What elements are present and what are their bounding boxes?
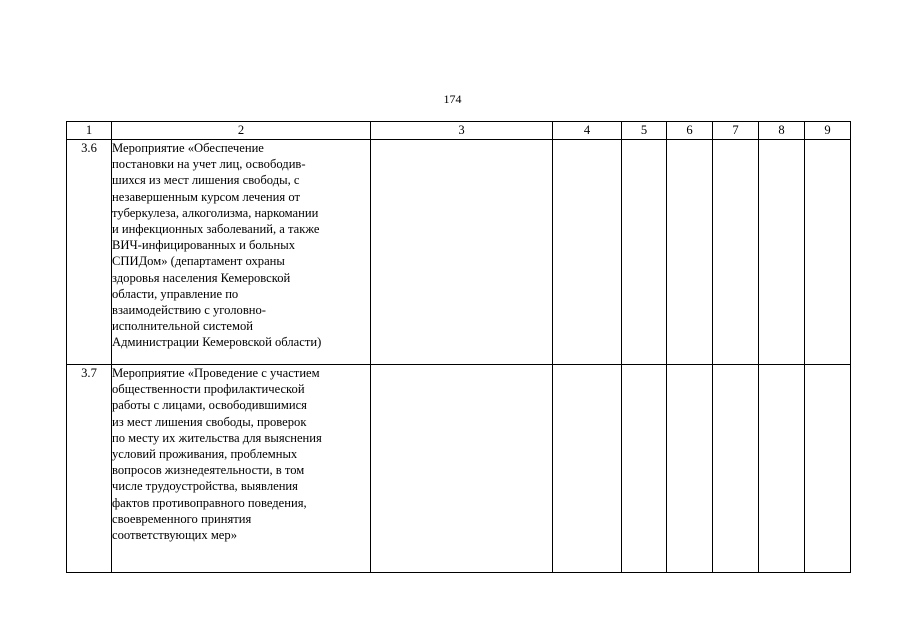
description-line: по месту их жительства для выяснения — [112, 430, 322, 445]
description-line: своевременного принятия — [112, 511, 252, 526]
empty-cell-col-6 — [667, 140, 713, 365]
empty-cell-col-7 — [713, 140, 759, 365]
column-header-1: 1 — [67, 122, 112, 140]
description-line: незавершенным курсом лечения от — [112, 189, 300, 204]
empty-cell-col-5 — [622, 365, 667, 573]
column-header-8: 8 — [759, 122, 805, 140]
description-line: числе трудоустройства, выявления — [112, 479, 298, 494]
description-line: Администрации Кемеровской области) — [112, 335, 322, 350]
empty-cell-col-3 — [371, 140, 553, 365]
empty-cell-col-7 — [713, 365, 759, 573]
empty-cell-col-3 — [371, 365, 553, 573]
description-line: условий проживания, проблемных — [112, 447, 298, 462]
column-header-6: 6 — [667, 122, 713, 140]
empty-cell-col-4 — [553, 365, 622, 573]
description-line: соответствующих мер» — [112, 528, 237, 543]
row-number: 3.6 — [67, 140, 112, 365]
empty-cell-col-5 — [622, 140, 667, 365]
description-line: и инфекционных заболеваний, а также — [112, 222, 320, 237]
column-header-4: 4 — [553, 122, 622, 140]
empty-cell-col-8 — [759, 140, 805, 365]
empty-cell-col-9 — [805, 140, 851, 365]
description-line: Мероприятие «Проведение с участием — [112, 366, 320, 380]
header-row — [67, 122, 851, 140]
description-line: из мест лишения свободы, проверок — [112, 414, 307, 429]
measure-description — [112, 365, 371, 573]
description-line: Мероприятие «Обеспечение — [112, 141, 264, 155]
page-number: 174 — [443, 92, 462, 106]
description-line: шихся из мест лишения свободы, с — [112, 173, 300, 188]
description-line: вопросов жизнедеятельности, в том — [112, 463, 305, 478]
column-header-2: 2 — [112, 122, 371, 140]
measures-table — [66, 121, 851, 573]
column-header-7: 7 — [713, 122, 759, 140]
description-line: исполнительной системой — [112, 319, 254, 334]
description-line: взаимодействию с уголовно- — [112, 303, 267, 318]
description-line: здоровья населения Кемеровской — [112, 270, 291, 285]
table-row — [67, 365, 851, 573]
measure-description — [112, 140, 371, 365]
column-header-3: 3 — [371, 122, 553, 140]
description-line: туберкулеза, алкоголизма, наркомании — [112, 205, 319, 220]
description-line: фактов противоправного поведения, — [112, 495, 307, 510]
column-header-5: 5 — [622, 122, 667, 140]
empty-cell-col-9 — [805, 365, 851, 573]
description-line: общественности профилактической — [112, 382, 305, 397]
row-number: 3.7 — [67, 365, 112, 573]
description-line: СПИДом» (департамент охраны — [112, 254, 285, 269]
description-line: ВИЧ-инфицированных и больных — [112, 238, 296, 253]
column-header-9: 9 — [805, 122, 851, 140]
description-line: постановки на учет лиц, освободив- — [112, 157, 306, 172]
empty-cell-col-8 — [759, 365, 805, 573]
table-row — [67, 140, 851, 365]
description-line: области, управление по — [112, 286, 239, 301]
empty-cell-col-4 — [553, 140, 622, 365]
empty-cell-col-6 — [667, 365, 713, 573]
description-line: работы с лицами, освободившимися — [112, 398, 307, 413]
